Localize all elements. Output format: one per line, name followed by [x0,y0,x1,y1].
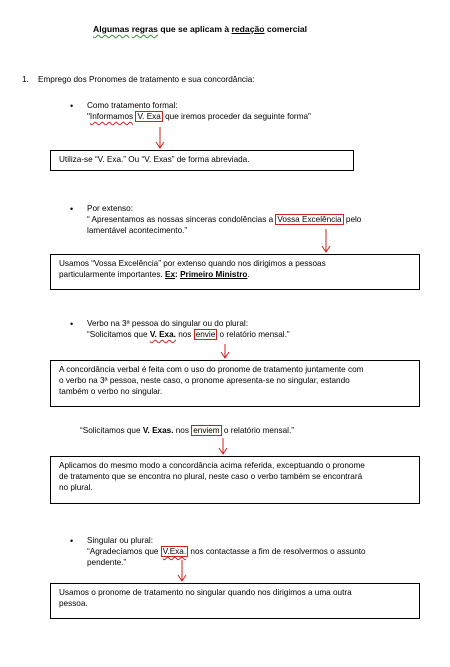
example-sentence: “Agradecíamos que V.Exa. nos contactasse a fim de resolvermos o assunto [87,547,366,557]
explanation-text: o verbo na 3ª pessoa, neste caso, o pronome apresenta-se no singular, estando [59,376,350,386]
explanation-text: de tratamento que se encontra no plural, neste caso o verbo também se encontrará [59,472,363,482]
bullet-item [70,535,366,568]
explanation-box [50,360,420,407]
highlighted-term: V. Exa [137,112,161,122]
explanation-text: A concordância verbal é feita com o uso do pronome de tratamento juntamente com [59,365,364,374]
arrow-head [219,448,227,454]
explanation-text: Usamos “Vossa Excelência” por extenso quando nos dirigimos a pessoas [59,259,326,268]
section-heading [22,74,255,85]
explanation-text: no plural. [59,483,93,493]
example-item [80,425,294,436]
bullet-label: Como tratamento formal: [87,101,178,110]
explanation-text: Utiliza-se “V. Exa.” Ou “V. Exas” de forma abreviada. [59,155,250,164]
explanation-box [50,150,354,171]
section-number: 1. [22,75,29,84]
bullet-label: Singular ou plural: [87,536,153,545]
example-sentence: "Informamos V. Exa que iremos proceder da seguinte forma" [87,112,311,122]
arrow-head [322,246,330,252]
title-word: regras [131,24,158,34]
highlighted-term: enviem [193,426,220,435]
highlighted-term: V.Exa. [162,547,187,557]
example-sentence-continued: pendente.” [87,558,127,568]
title-word: Algumas [93,24,130,34]
bullet-dot: • [70,319,74,329]
bullet-item [70,100,311,122]
bullet-item [70,318,290,340]
bullet-label: Por extenso: [87,204,133,213]
section-heading-text: Emprego dos Pronomes de tratamento e sua concordância: [38,75,255,84]
highlighted-term: envie [195,330,216,340]
example-sentence: “Solicitamos que V. Exa. nos envie o relatório mensal.” [87,330,290,340]
example-sentence: “Solicitamos que V. Exas. nos enviem o relatório mensal.” [80,426,294,435]
explanation-box [50,456,420,504]
arrow-head [156,142,164,148]
explanation-text: pessoa. [59,599,88,609]
title-word: que se aplicam à [160,24,230,34]
bullet-dot: • [70,204,74,214]
arrow-head [221,352,229,358]
explanation-box [50,254,420,290]
explanation-text: Usamos o pronome de tratamento no singular quando nos dirigimos a uma outra [59,588,352,597]
highlighted-term: Vossa Excelência [277,215,342,225]
bullet-dot: • [70,101,74,111]
document-title [93,24,307,36]
bullet-label: Verbo na 3ª pessoa do singular ou do plural: [87,319,248,328]
example-sentence-continued: lamentável acontecimento.” [87,226,188,236]
explanation-box [50,583,420,619]
title-word: comercial [266,24,308,34]
bullet-dot: • [70,536,74,546]
explanation-text: particularmente importantes. Ex: Primeiro Ministro. [59,270,250,280]
title-word: redação [231,24,265,34]
example-sentence: “ Apresentamos as nossas sinceras condolências a Vossa Excelência pelo [87,215,362,225]
arrow-head [178,575,186,581]
explanation-text: Aplicamos do mesmo modo a concordância acima referida, exceptuando o pronome [59,461,365,470]
bullet-item [70,203,362,236]
explanation-text: também o verbo no singular. [59,387,163,397]
